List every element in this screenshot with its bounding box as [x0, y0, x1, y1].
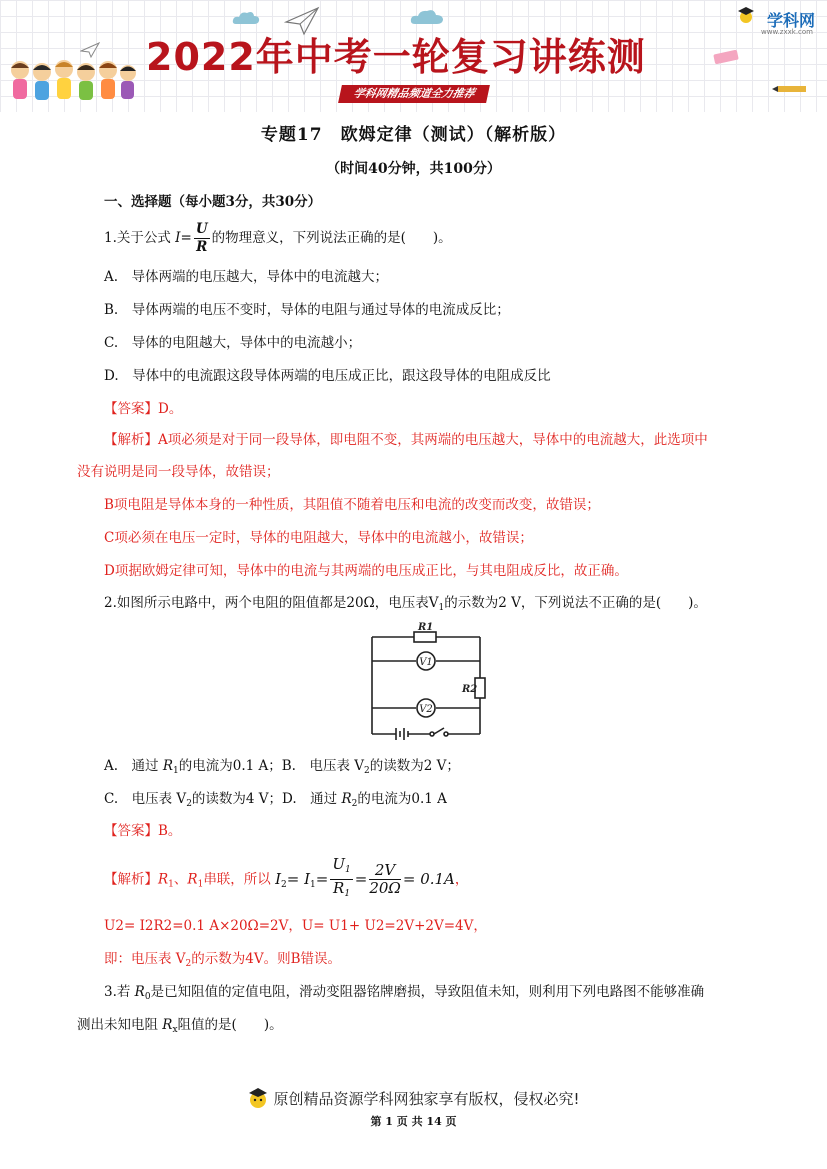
q2-opt-d-r: R — [341, 791, 352, 807]
page-subtitle: （时间40分钟，共100分） — [326, 161, 501, 177]
q2-exp-r2: R — [187, 871, 198, 888]
q1-stem-suffix: 的物理意义，下列说法正确的是( )。 — [211, 230, 452, 246]
q1-explanation-text: A项必须是对于同一段导体，即电阻不变，其两端的电压越大，导体中的电流越大，此选项中 — [158, 432, 708, 448]
q2-exp-r2-sub: 1 — [197, 879, 204, 890]
q2-exp3-end: 的示数为4V。则B错误。 — [191, 951, 342, 967]
circuit-label-r1: R1 — [418, 622, 434, 633]
q2-explanation-3 — [104, 950, 341, 973]
q2-f-mid-sub: 1 — [310, 879, 316, 890]
banner-title: 2022年中考一轮复习讲练测 — [146, 35, 646, 79]
q2-f-mid: = I — [286, 869, 311, 888]
q1-explanation-1b: 没有说明是同一段导体，故错误； — [77, 464, 280, 480]
q2-opt-b-vsub: 2 — [364, 766, 370, 776]
paper-plane-icon — [80, 42, 100, 58]
q2-stem — [104, 594, 707, 617]
q1-option-c: C. 导体的电阻越大，导体中的电流越小； — [104, 335, 362, 351]
section-heading: 一、选择题（每小题3分，共30分） — [104, 194, 322, 210]
q2-stem-sub: 1 — [438, 603, 445, 613]
q3-line2-start: 测出未知电阻 — [77, 1017, 163, 1033]
q2-opt-d-text: 的读数为4 V；D. 通过 — [191, 791, 342, 807]
q1-stem — [104, 221, 452, 256]
q2-stem-a: 2.如图所示电路中，两个电阻的阻值都是20Ω，电压表V — [104, 595, 439, 611]
q3-line1-end: 是已知阻值的定值电阻，滑动变阻器铭牌磨损，导致阻值未知，则利用下列电路图不能够准确 — [150, 984, 705, 1000]
brand-url: www.zxxk.com — [761, 28, 813, 36]
q3-stem-2 — [77, 1016, 283, 1039]
q2-frac-2-num: 2V — [369, 862, 401, 880]
q1-formula-fraction — [194, 221, 210, 256]
q2-opt-a-rsub: 1 — [173, 766, 179, 776]
q2-f-eq2: = — [354, 869, 368, 888]
q2-opt-a-r: R — [162, 758, 174, 774]
q2-opt-c-vsub: 2 — [186, 799, 192, 809]
mascot-icon — [247, 1087, 269, 1109]
q3-stem-1 — [104, 983, 704, 1006]
q1-stem-prefix: 1.关于公式 — [104, 230, 176, 246]
q1-explanation-4: D项据欧姆定律可知，导体中的电流与其两端的电压成正比，与其电阻成反比，故正确。 — [104, 563, 628, 579]
q1-answer: 【答案】D。 — [104, 401, 183, 417]
q2-options-cd — [104, 790, 447, 813]
q2-exp-series: 串联，所以 — [203, 871, 271, 888]
circuit-label-v2: V2 — [419, 704, 433, 715]
q2-exp-r1-sub: 1 — [168, 879, 174, 890]
q1-formula-den: R — [196, 239, 208, 255]
eraser-icon — [712, 48, 740, 66]
q2-f-lhs: I — [275, 869, 282, 888]
q1-explanation-1 — [104, 431, 708, 449]
q1-explanation-2: B项电阻是导体本身的一种性质，其阻值不随着电压和电流的改变而改变，故错误； — [104, 497, 600, 513]
q2-f-eq: = — [315, 869, 329, 888]
circuit-diagram — [356, 620, 496, 745]
q1-formula-num: U — [195, 221, 208, 237]
q2-frac-1-den-sub: 1 — [344, 889, 351, 899]
page-number: 第 1 页 共 14 页 — [370, 1115, 457, 1128]
q2-opt-b-text: 的电流为0.1 A；B. 电压表 V — [178, 758, 365, 774]
q2-frac-1 — [330, 856, 352, 903]
pencil-icon — [772, 84, 808, 94]
circuit-label-r2: R2 — [462, 684, 478, 695]
q2-options-ab — [104, 757, 460, 780]
header-banner — [0, 0, 827, 112]
q2-explanation-2: U2= I2R2=0.1 A×20Ω=2V，U= U1+ U2=2V+2V=4V， — [104, 918, 487, 934]
graduation-cap-icon — [737, 6, 755, 24]
q2-exp-r1: R — [158, 871, 169, 888]
q2-exp-sep: 、 — [173, 871, 188, 888]
q2-opt-a-text: A. 通过 — [104, 758, 163, 774]
q2-exp3-sub: 2 — [185, 959, 192, 969]
q2-opt-c-text: C. 电压表 V — [104, 791, 187, 807]
q3-rx: R — [162, 1017, 173, 1033]
page-title: 专题17 欧姆定律（测试）（解析版） — [260, 125, 567, 145]
q3-line2-end: 阻值的是( )。 — [177, 1017, 283, 1033]
q2-frac-1-den: R — [333, 879, 345, 897]
footer-copyright — [0, 1087, 827, 1109]
q2-f-result: = 0.1A — [402, 869, 455, 888]
q2-frac-2-den: 20Ω — [369, 879, 401, 897]
q2-exp3-text: 即：电压表 V — [104, 951, 186, 967]
q2-explanation-1 — [104, 856, 468, 903]
q1-option-b: B. 导体两端的电压不变时，导体的电阻与通过导体的电流成反比； — [104, 302, 510, 318]
q2-frac-1-num: U — [332, 855, 346, 873]
q1-formula-lhs: I= — [175, 230, 192, 246]
q3-line1-start: 3.若 — [104, 984, 135, 1000]
banner-subtitle: 学科网精品频道全力推荐 — [338, 85, 490, 103]
q1-option-d: D. 导体中的电流跟这段导体两端的电压成正比，跟这段导体的电阻成反比 — [104, 368, 551, 384]
q2-opt-d-end: 的电流为0.1 A — [357, 791, 447, 807]
q2-stem-b: 的示数为2 V，下列说法不正确的是( )。 — [444, 595, 707, 611]
cloud-icon — [410, 8, 444, 26]
q2-f-end: ， — [454, 871, 469, 888]
brand-logo: 学科网 — [766, 11, 815, 30]
q3-r0-sub: 0 — [144, 992, 151, 1002]
q2-frac-1-num-sub: 1 — [345, 865, 351, 875]
q2-answer: 【答案】B。 — [104, 823, 182, 839]
q2-frac-2 — [369, 862, 401, 897]
circuit-label-v1: V1 — [419, 657, 433, 668]
q1-explanation-tag: 【解析】 — [104, 432, 158, 448]
q3-r0: R — [134, 984, 145, 1000]
cloud-icon — [232, 10, 260, 26]
q2-f-lhs-sub: 2 — [281, 879, 287, 890]
q1-option-a: A. 导体两端的电压越大，导体中的电流越大； — [104, 269, 389, 285]
q2-opt-b-end: 的读数为2 V； — [369, 758, 460, 774]
q2-formula — [275, 855, 455, 899]
q3-rx-sub: x — [172, 1025, 178, 1035]
q2-opt-d-rsub: 2 — [351, 799, 358, 809]
q2-explanation-tag: 【解析】 — [104, 871, 158, 888]
footer-copyright-text: 原创精品资源学科网独家享有版权，侵权必究! — [273, 1090, 580, 1108]
q1-explanation-3: C项必须在电压一定时，导体的电阻越大，导体中的电流越小，故错误； — [104, 530, 533, 546]
children-illustration — [8, 58, 138, 106]
